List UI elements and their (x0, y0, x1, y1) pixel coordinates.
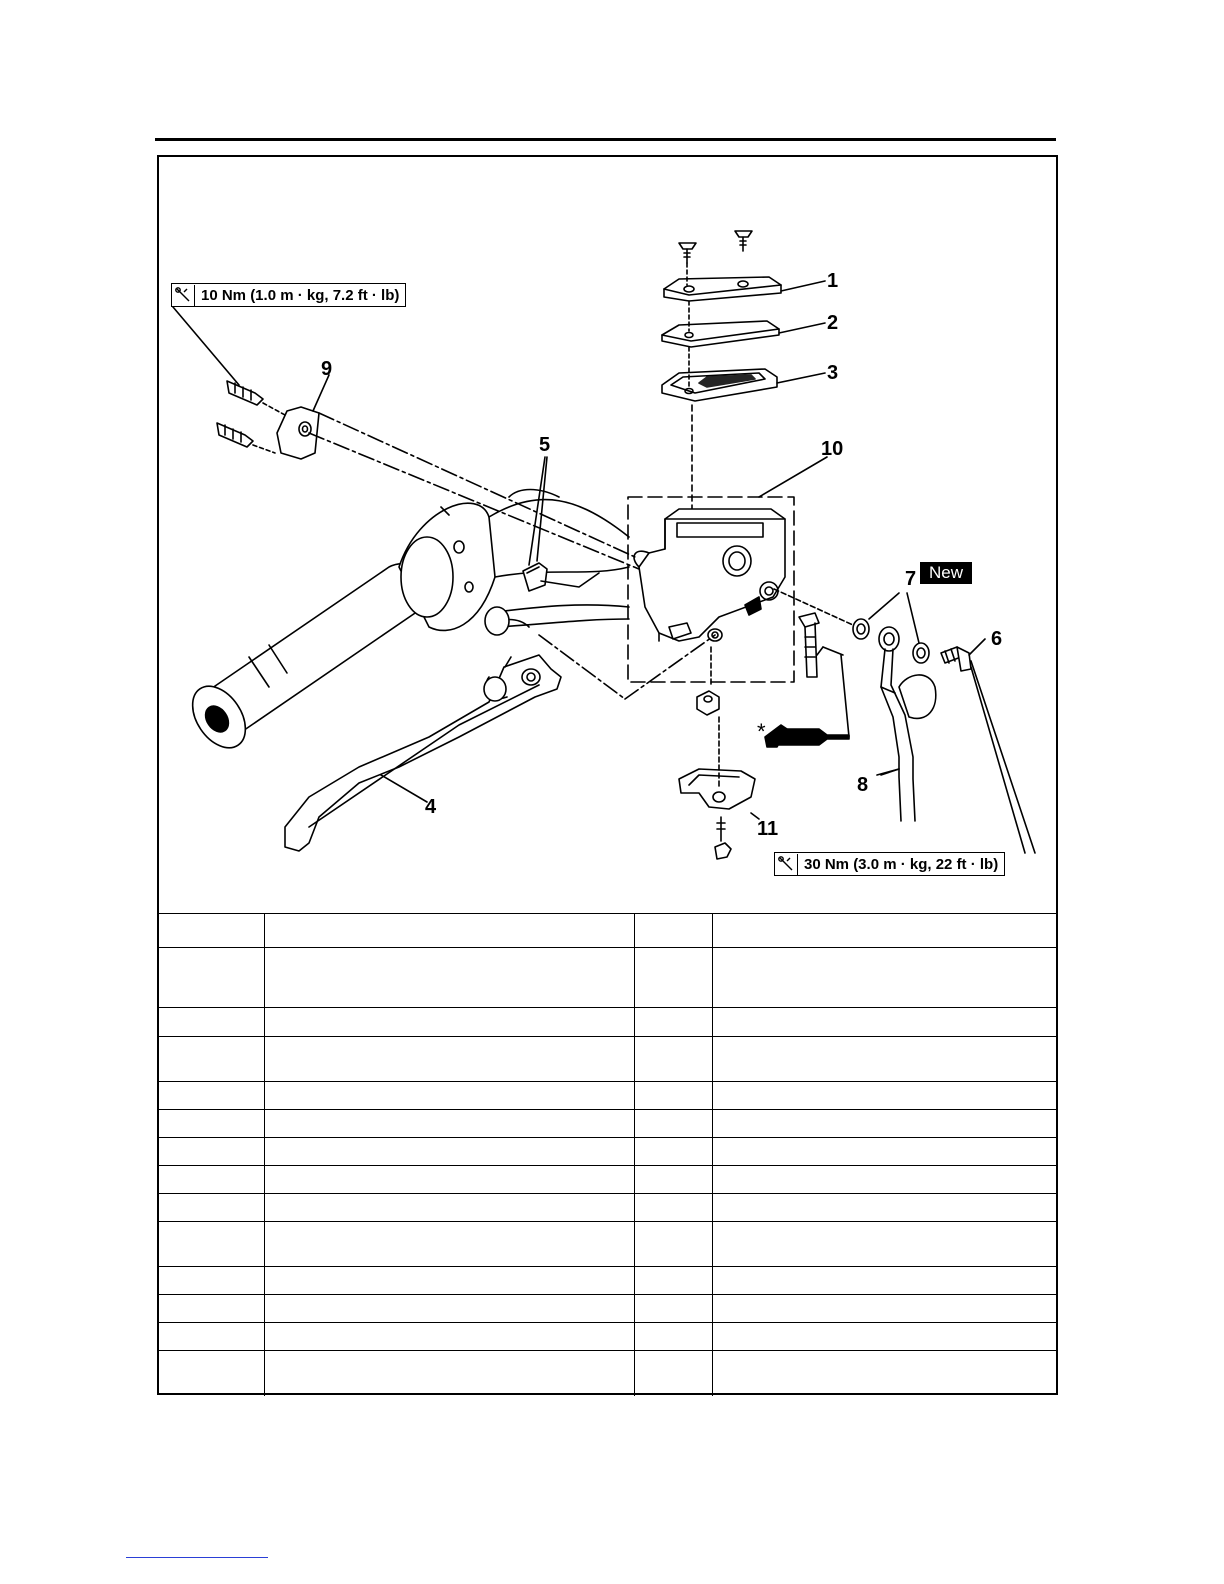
table-cell (712, 1110, 1056, 1138)
table-cell (712, 1166, 1056, 1194)
table-row (159, 1351, 1056, 1396)
grease-asterisk: * (757, 719, 766, 744)
callout-1: 1 (827, 270, 839, 292)
brake-light-switch-part (523, 563, 599, 591)
table-cell (159, 1037, 264, 1082)
diaphragm-part (662, 347, 777, 401)
callout-8: 8 (857, 774, 869, 796)
table-cell (712, 1194, 1056, 1222)
torque-spec-text: 10 Nm (1.0 m · kg, 7.2 ft · lb) (201, 286, 400, 304)
table-cell (264, 1295, 634, 1323)
table-cell (634, 914, 712, 948)
table-row (159, 1267, 1056, 1295)
table-row (159, 1110, 1056, 1138)
table-cell (712, 1295, 1056, 1323)
new-part-badge: New (920, 562, 972, 584)
table-cell (264, 914, 634, 948)
torque-wrench-icon (775, 854, 798, 875)
table-cell (264, 1138, 634, 1166)
table-cell (712, 1082, 1056, 1110)
callout-5: 5 (539, 434, 551, 456)
table-row (159, 914, 1056, 948)
table-cell (712, 948, 1056, 1008)
table-cell (712, 1138, 1056, 1166)
table-row (159, 1323, 1056, 1351)
table-cell (712, 1037, 1056, 1082)
table-row (159, 948, 1056, 1008)
table-cell (712, 1008, 1056, 1037)
table-cell (634, 948, 712, 1008)
table-cell (264, 1008, 634, 1037)
callout-3: 3 (827, 362, 839, 384)
table-cell (159, 1082, 264, 1110)
torque-spec-text: 30 Nm (3.0 m · kg, 22 ft · lb) (804, 855, 999, 873)
table-cell (159, 1351, 264, 1396)
table-row (159, 1295, 1056, 1323)
callout-10: 10 (821, 438, 844, 460)
table-cell (634, 1267, 712, 1295)
table-cell (159, 1295, 264, 1323)
torque-wrench-icon (172, 285, 195, 306)
table-row (159, 1037, 1056, 1082)
master-cylinder-holder-part (217, 381, 319, 459)
table-cell (634, 1323, 712, 1351)
table-cell (634, 1037, 712, 1082)
table-cell (634, 1351, 712, 1396)
callout-2: 2 (827, 312, 839, 334)
table-cell (264, 1351, 634, 1396)
callout-9: 9 (321, 358, 333, 380)
brake-lever-part (285, 655, 561, 851)
reservoir-cap-part (664, 263, 781, 301)
table-cell (159, 948, 264, 1008)
table-cell (159, 1166, 264, 1194)
table-cell (712, 1267, 1056, 1295)
leader-torque-10nm (173, 307, 239, 385)
exploded-view-diagram (159, 157, 1056, 913)
table-cell (264, 1166, 634, 1194)
table-row (159, 1222, 1056, 1267)
torque-spec-box (774, 852, 1005, 876)
figure-frame (157, 155, 1058, 1395)
callout-11: 11 (757, 818, 779, 840)
table-cell (712, 1351, 1056, 1396)
leader-10 (759, 457, 827, 497)
table-cell (159, 914, 264, 948)
table-cell (159, 1110, 264, 1138)
table-cell (264, 1110, 634, 1138)
table-cell (264, 1267, 634, 1295)
callout-7: 7 (905, 568, 917, 590)
master-cylinder-body-part (634, 509, 785, 641)
cap-screw-icon (679, 231, 752, 263)
parts-table (159, 913, 1056, 1396)
handlebar-grip-part (182, 490, 629, 758)
table-cell (712, 914, 1056, 948)
table-cell (634, 1110, 712, 1138)
leader-4 (381, 775, 427, 802)
leader-8 (881, 769, 899, 775)
table-row (159, 1082, 1056, 1110)
copper-washer-part (774, 589, 929, 663)
leader-1 (781, 281, 825, 291)
union-bolt-part (941, 639, 1035, 853)
pivot-nut-part (697, 647, 719, 715)
table-cell (159, 1323, 264, 1351)
table-cell (634, 1138, 712, 1166)
table-cell (264, 1194, 634, 1222)
leader-2 (779, 323, 825, 333)
leader-3 (777, 373, 825, 383)
table-cell (264, 948, 634, 1008)
pivot-bolt-part (799, 613, 823, 677)
table-cell (712, 1222, 1056, 1267)
table-cell (634, 1166, 712, 1194)
leader-9 (313, 375, 329, 411)
table-cell (264, 1082, 634, 1110)
header-rule (155, 138, 1056, 141)
table-cell (634, 1194, 712, 1222)
torque-spec-box (171, 283, 406, 307)
table-cell (634, 1222, 712, 1267)
table-cell (634, 1295, 712, 1323)
switch-bracket-part (679, 717, 755, 859)
table-cell (264, 1037, 634, 1082)
table-row (159, 1138, 1056, 1166)
table-cell (159, 1194, 264, 1222)
table-cell (634, 1008, 712, 1037)
table-row (159, 1166, 1056, 1194)
diaphragm-holder-part (662, 301, 779, 347)
table-cell (264, 1323, 634, 1351)
table-cell (159, 1008, 264, 1037)
table-row (159, 1008, 1056, 1037)
table-cell (264, 1222, 634, 1267)
table-cell (634, 1082, 712, 1110)
table-cell (159, 1138, 264, 1166)
table-cell (712, 1323, 1056, 1351)
callout-6: 6 (991, 628, 1003, 650)
table-cell (159, 1267, 264, 1295)
table-row (159, 1194, 1056, 1222)
table-cell (159, 1222, 264, 1267)
footer-link-underline (126, 1557, 268, 1558)
callout-4: 4 (425, 796, 437, 818)
